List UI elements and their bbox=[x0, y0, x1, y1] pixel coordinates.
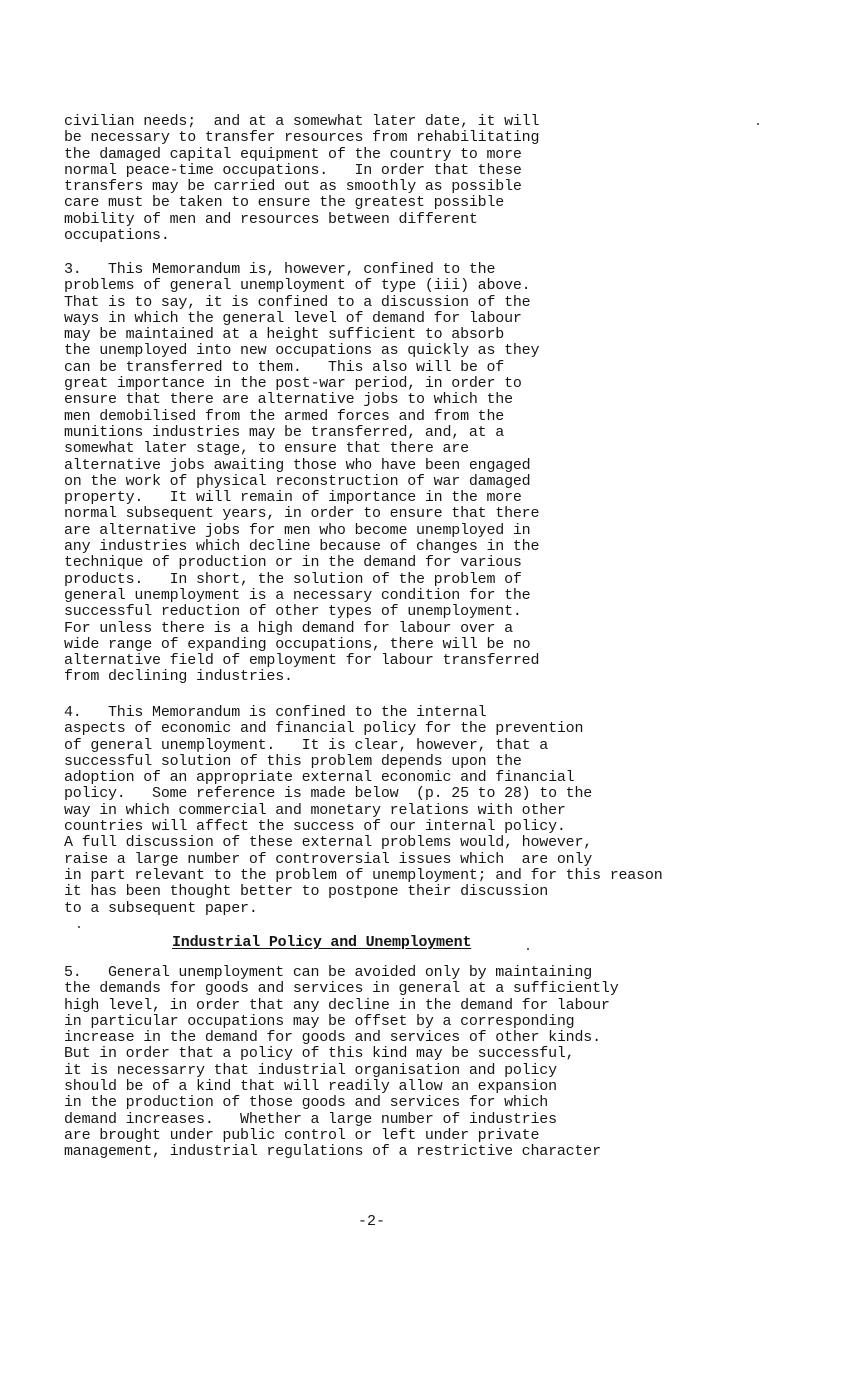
page-number: -2- bbox=[358, 1213, 386, 1230]
paragraph-intro: civilian needs; and at a somewhat later date, it will be necessary to transfer resources from rehabilitating the damaged capital equipment of the country to more normal peace-time occupations. In order that these transfers may be carried out as smoothly as possible care must be taken to ensure the greatest possible mobility of men and resources between different occupations. bbox=[64, 113, 540, 245]
paragraph-3: 3. This Memorandum is, however, confined to the problems of general unemployment of type (iii) above. That is to say, it is confined to a discussion of the ways in which the general level of demand for labour may be maintained at a height sufficient to absorb the unemployed into new occupations as quickly as they can be transferred to them. This also will be of great importance in the post-war period, in order to ensure that there are alternative jobs to which the men demobilised from the armed forces and from the munitions industries may be transferred, and, at a somewhat later stage, to ensure that there are alternative jobs awaiting those who have been engaged on the work of physical reconstruction of war damaged property. It will remain of importance in the more normal subsequent years, in order to ensure that there are alternative jobs for men who become unemployed in any industries which decline because of changes in the technique of production or in the demand for various products. In short, the solution of the problem of general unemployment is a necessary condition for the successful reduction of other types of unemployment. For unless there is a high demand for labour over a wide range of expanding occupations, there will be no alternative field of employment for labour transferred from declining industries. bbox=[64, 261, 540, 686]
paragraph-5: 5. General unemployment can be avoided only by maintaining the demands for goods and services in general at a sufficiently high level, in order that any decline in the demand for labour in particular occupations may be offset by a corresponding increase in the demand for goods and services of other kinds. But in order that a policy of this kind may be successful, it is necessarry that industrial organisation and policy should be of a kind that will readily allow an expansion in the production of those goods and services for which demand increases. Whether a large number of industries are brought under public control or left under private management, industrial regulations of a restrictive character bbox=[64, 964, 619, 1161]
section-heading: Industrial Policy and Unemployment bbox=[172, 934, 472, 951]
scan-speck bbox=[78, 926, 80, 928]
scan-speck bbox=[757, 123, 759, 125]
scan-speck bbox=[527, 948, 529, 950]
paragraph-4: 4. This Memorandum is confined to the internal aspects of economic and financial policy for the prevention of general unemployment. It is clear, however, that a successful solution of this problem depends upon the adoption of an appropriate external economic and financial policy. Some reference is made below (p. 25 to 28) to the way in which commercial and monetary relations with other countries will affect the success of our internal policy. A full discussion of these external problems would, however, raise a large number of controversial issues which are only in part relevant to the problem of unemployment; and for this reason it has been thought better to postpone their discussion to a subsequent paper. bbox=[64, 704, 663, 917]
